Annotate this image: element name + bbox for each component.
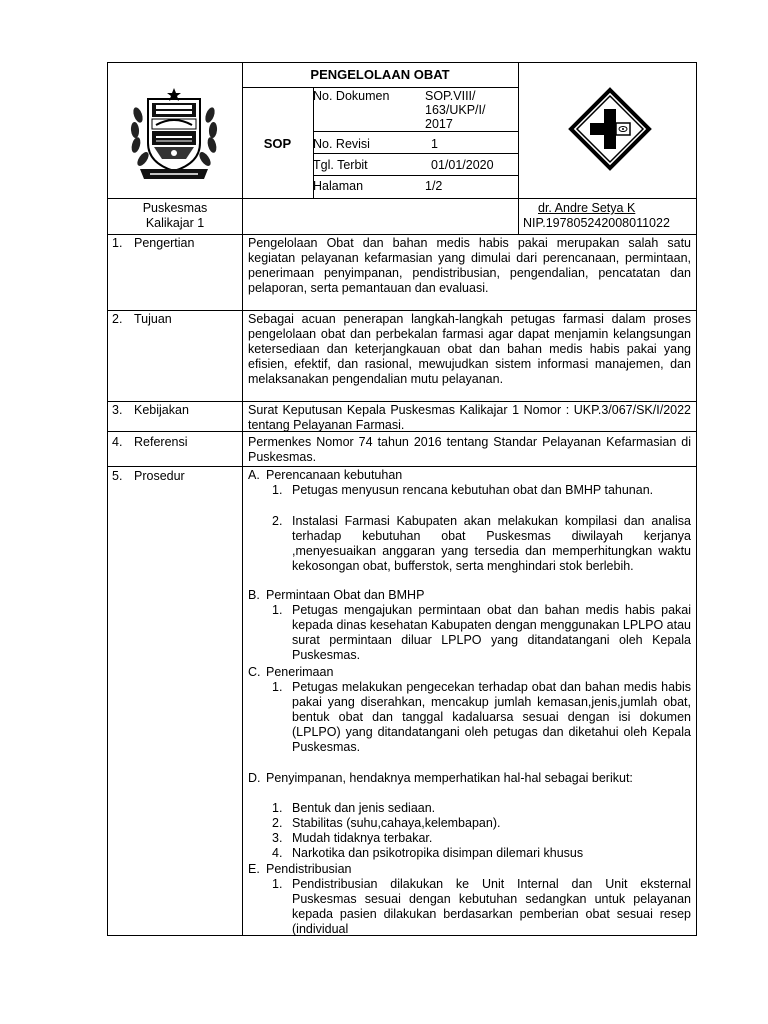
section-label-kebijakan: Kebijakan [134,403,189,417]
section-num-2: 2. [112,312,123,326]
prosedur-letter-a: A. [248,468,260,482]
field-label-halaman: Halaman [313,179,364,193]
prosedur-d-item-text: Stabilitas (suhu,cahaya,kelembapan). [292,816,501,830]
field-value-no-dokumen-1: SOP.VIII/ [425,89,476,103]
field-label-no-revisi: No. Revisi [313,137,370,151]
prosedur-a-item-text: Instalasi Farmasi Kabupaten akan melakukan kompilasi dan analisa terhadap kebutuhan obat Puskesmas diwilayah kerjanya ,menyesuaikan anggaran yang tersedia dan memperhitungkan waktu kekosongan obat, bufferstok, serta menghindari stok berlebih. [292,514,691,573]
section-label-pengertian: Pengertian [134,236,195,250]
kebijakan-text: Surat Keputusan Kepala Puskesmas Kalikajar 1 Nomor : UKP.3/067/SK/I/2022 tentang Pelayanan Farmasi. [248,403,691,432]
field-value-halaman: 1/2 [425,179,443,193]
prosedur-d-item-num: 2. [272,816,283,830]
prosedur-d-item-num: 4. [272,846,283,860]
org-name-line1: Puskesmas [142,201,208,215]
prosedur-title-d: Penyimpanan, hendaknya memperhatikan hal-hal sebagai berikut: [266,771,633,785]
prosedur-letter-c: C. [248,665,261,679]
section-label-prosedur: Prosedur [134,469,185,483]
prosedur-b-item-text: Petugas mengajukan permintaan obat dan bahan medis habis pakai kepada dinas kesehatan Kabupaten dengan menggunakan LPLPO atau surat permintaan diluar LPLPO yang ditandatangani oleh Kepala Puskesmas. [292,603,691,662]
pengertian-text: Pengelolaan Obat dan bahan medis habis pakai merupakan salah satu kegiatan pelayanan kefarmasian yang dimulai dari perencanaan, permintaan, penerimaan penyimpanan, pendistribusian, pengendalian, pencatatan dan pelaporan, serta pemantauan dan evaluasi. [248,236,691,295]
prosedur-title-b: Permintaan Obat dan BMHP [266,588,425,602]
signatory-name: dr. Andre Setya K [538,201,636,215]
field-value-no-revisi: 1 [431,137,438,151]
prosedur-a-item-text: Petugas menyusun rencana kebutuhan obat dan BMHP tahunan. [292,483,654,497]
prosedur-letter-e: E. [248,862,260,876]
tujuan-text: Sebagai acuan penerapan langkah-langkah petugas farmasi dalam proses pengelolaan obat dan perbekalan farmasi agar dapat menjamin kelangsungan ketersediaan dan keterjangkauan obat dan bahan medis habis pakai yang efisien, efektif, dan rasional, mewujudkan sistem informasi manajemen, dan melaksanakan pengendalian mutu pelayanan. [248,312,691,386]
section-num-5: 5. [112,469,123,483]
sop-document [107,62,697,936]
section-num-4: 4. [112,435,123,449]
field-value-tgl-terbit: 01/01/2020 [431,158,494,172]
prosedur-letter-d: D. [248,771,261,785]
puskesmas-cross-logo [568,87,652,171]
prosedur-a-item-num: 1. [272,483,283,497]
prosedur-title-c: Penerimaan [266,665,334,679]
prosedur-d-item-text: Mudah tidaknya terbakar. [292,831,433,845]
prosedur-a-item-num: 2. [272,514,283,528]
sop-label: SOP [263,136,292,151]
prosedur-e-item-text: Pendistribusian dilakukan ke Unit Internal dan Unit eksternal Puskesmas sesuai dengan kebutuhan sedangkan untuk pelayanan kepada pasien dilakukan berdasarkan pemberian obat sesuai resep (individual [292,877,691,935]
field-label-no-dokumen: No. Dokumen [313,89,390,103]
prosedur-e-item-num: 1. [272,877,283,891]
org-name-line2: Kalikajar 1 [145,216,205,230]
prosedur-c-item-text: Petugas melakukan pengecekan terhadap obat dan bahan medis habis pakai yang diserahkan, mencakup jumlah kemasan,jenis,jumlah obat, bentuk obat dan tanggal kadaluarsa sesuai dengan isi dokumen (LPLPO) yang ditandatangani oleh petugas dan diketahui oleh Kepala Puskesmas. [292,680,691,754]
document-title: PENGELOLAAN OBAT [310,67,450,82]
section-label-referensi: Referensi [134,435,188,449]
prosedur-c-item-num: 1. [272,680,283,694]
field-label-tgl-terbit: Tgl. Terbit [313,158,368,172]
prosedur-b-item-num: 1. [272,603,283,617]
prosedur-d-item-num: 1. [272,801,283,815]
field-value-no-dokumen-2: 163/UKP/I/ [425,103,486,117]
section-num-1: 1. [112,236,123,250]
prosedur-title-e: Pendistribusian [266,862,352,876]
signatory-nip: NIP.197805242008011022 [523,216,670,230]
field-value-no-dokumen-3: 2017 [425,117,453,131]
prosedur-d-item-num: 3. [272,831,283,845]
section-num-3: 3. [112,403,123,417]
prosedur-d-item-text: Bentuk dan jenis sediaan. [292,801,436,815]
section-label-tujuan: Tujuan [134,312,172,326]
prosedur-letter-b: B. [248,588,260,602]
referensi-text: Permenkes Nomor 74 tahun 2016 tentang Standar Pelayanan Kefarmasian di Puskesmas. [248,435,691,464]
prosedur-d-item-text: Narkotika dan psikotropika disimpan dilemari khusus [292,846,584,860]
prosedur-title-a: Perencanaan kebutuhan [266,468,403,482]
regency-crest-emblem [126,85,222,185]
